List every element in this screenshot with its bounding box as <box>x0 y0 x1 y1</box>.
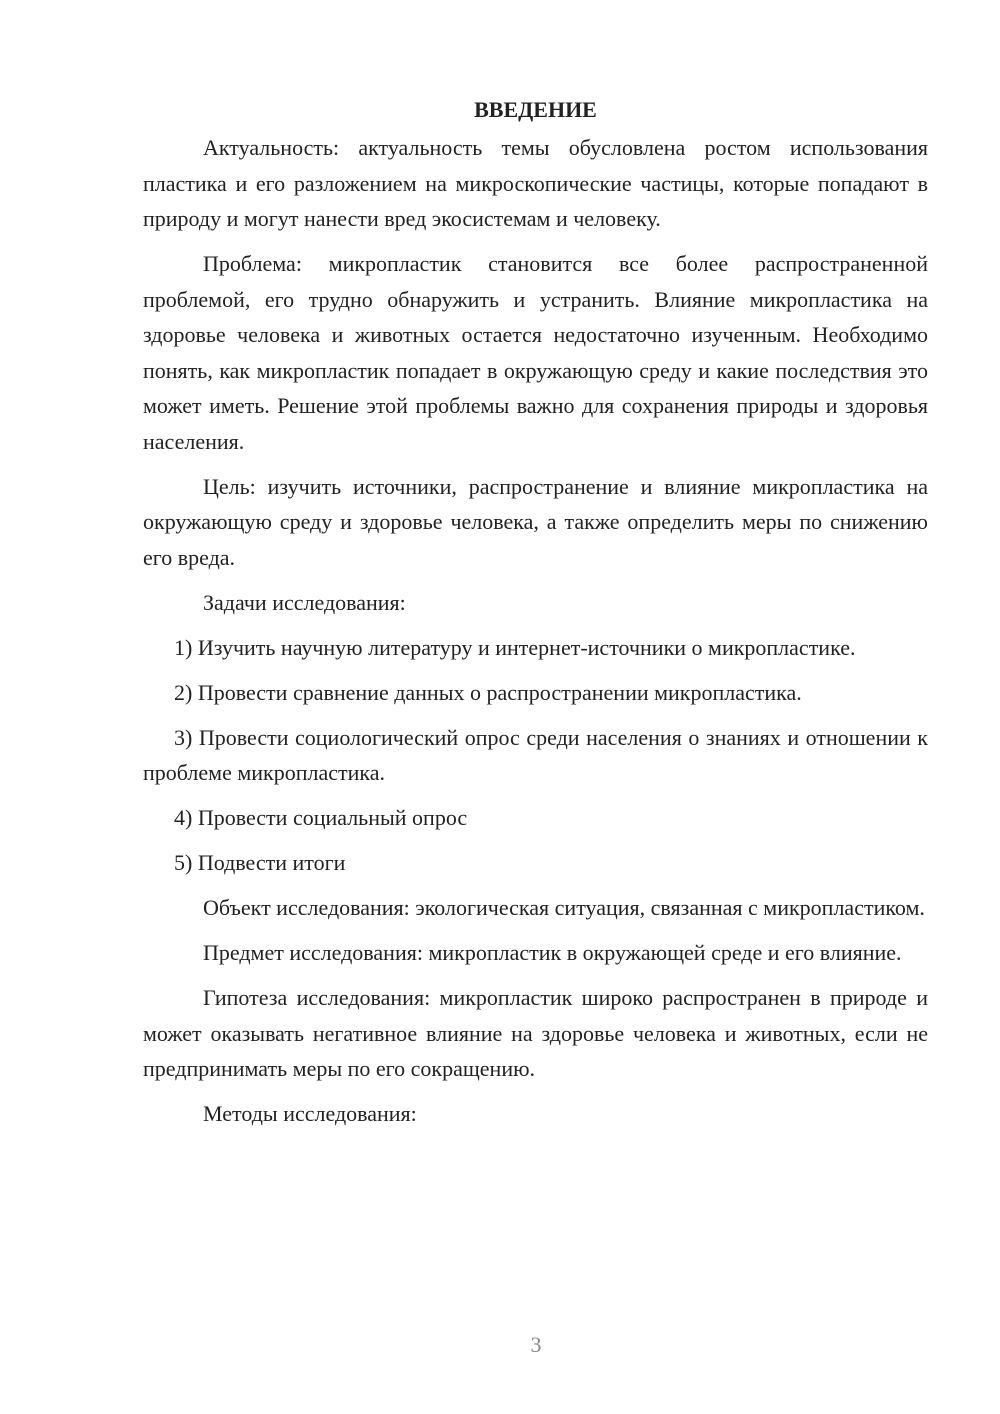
problem-paragraph: Проблема: микропластик становится все более распространенной проблемой, его трудно обнаружить и устранить. Влияние микропластика на здоровье человека и животных остается недостаточно изученным. Необходимо понять, как микропластик попадает в окружающую среду и какие последствия это может иметь. Решение этой проблемы важно для сохранения природы и здоровья населения. <box>143 251 928 454</box>
task-item-1: 1) Изучить научную литературу и интернет-источники о микропластике. <box>174 634 856 660</box>
task-item-4: 4) Провести социальный опрос <box>174 805 468 830</box>
methods-label: Методы исследования: <box>203 1101 417 1126</box>
page-number: 3 <box>530 1332 542 1357</box>
subject-paragraph: Предмет исследования: микропластик в окружающей среде и его влияние. <box>203 940 902 965</box>
task-item-3: 3) Провести социологический опрос среди населения о знаниях и отношении к проблеме микропластика. <box>143 724 928 785</box>
tasks-label: Задачи исследования: <box>203 589 406 615</box>
object-paragraph: Объект исследования: экологическая ситуация, связанная с микропластиком. <box>203 895 925 920</box>
document-page <box>143 90 928 1132</box>
task-item-2: 2) Провести сравнение данных о распространении микропластика. <box>174 679 802 705</box>
goal-paragraph: Цель: изучить источники, распространение и влияние микропластика на окружающую среду и здоровье человека, а также определить меры по снижению его вреда. <box>143 473 928 570</box>
relevance-paragraph: Актуальность: актуальность темы обусловлена ростом использования пластика и его разложением на микроскопические частицы, которые попадают в природу и могут нанести вред экосистемам и человеку. <box>143 135 928 231</box>
task-item-5: 5) Подвести итоги <box>174 850 346 875</box>
section-heading: ВВЕДЕНИЕ <box>474 97 597 122</box>
hypothesis-paragraph: Гипотеза исследования: микропластик широко распространен в природе и может оказывать негативное влияние на здоровье человека и животных, если не предпринимать меры по его сокращению. <box>143 985 928 1081</box>
